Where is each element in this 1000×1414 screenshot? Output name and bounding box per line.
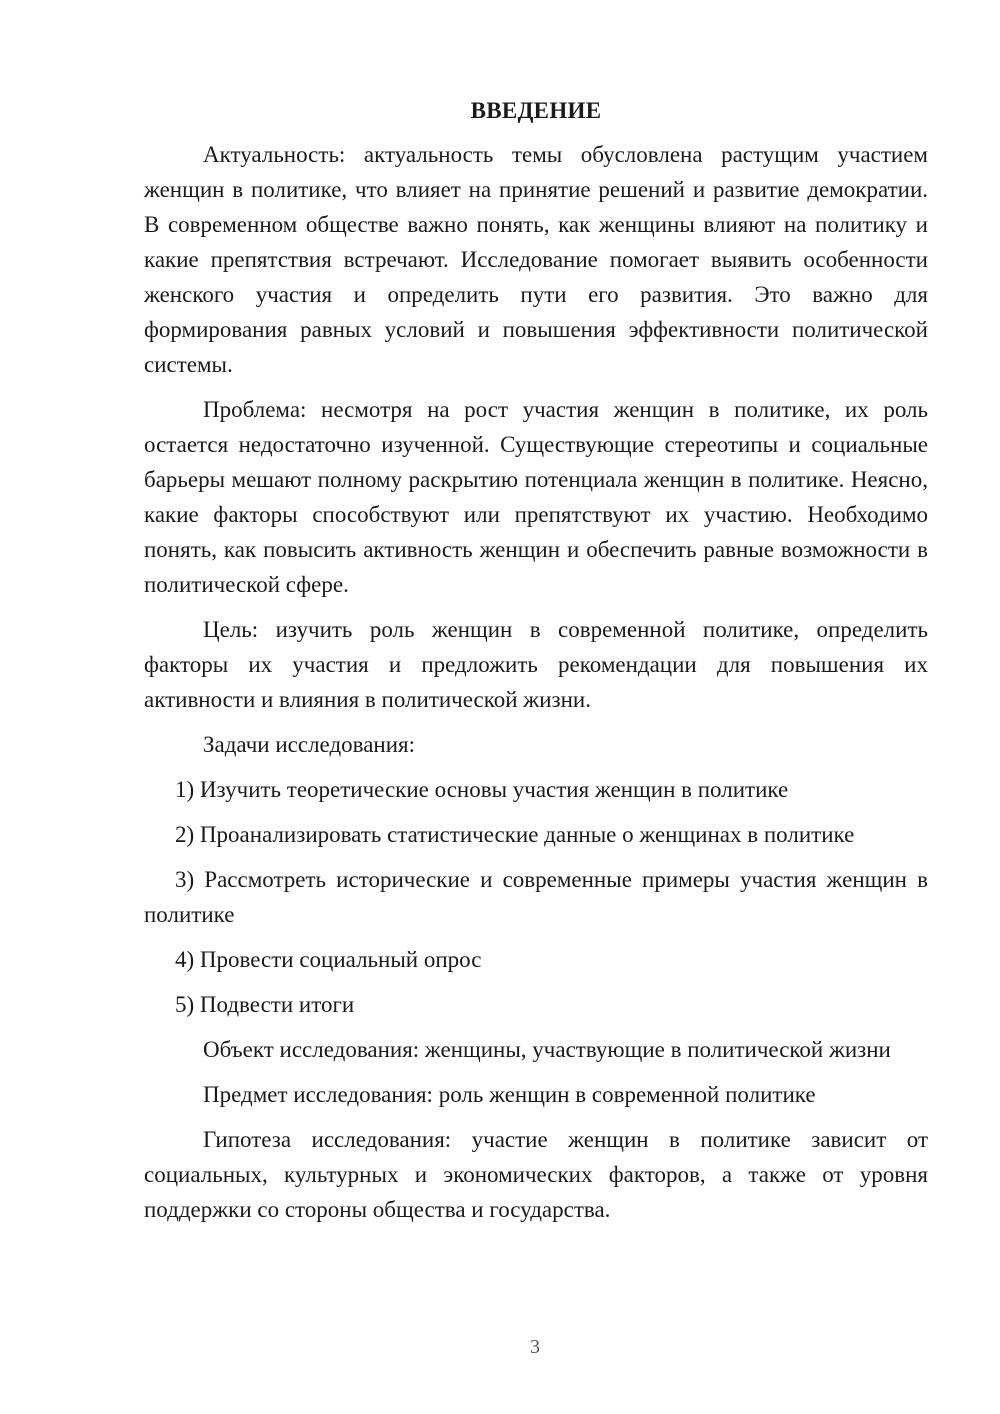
page-number: 3 (530, 1336, 540, 1358)
relevance-paragraph: Актуальность: актуальность темы обусловлена растущим участием женщин в политике, что влияет на принятие решений и развитие демократии. В современном обществе важно понять, как женщины влияют на политику и какие препятствия встречают. Исследование помогает выявить особенности женского участия и определить пути его развития. Это важно для формирования равных условий и повышения эффективности политической системы. (144, 142, 928, 377)
list-item: 5) Подвести итоги (175, 992, 355, 1017)
tasks-list (144, 772, 928, 1022)
tasks-heading: Задачи исследования: (203, 732, 416, 757)
goal-paragraph: Цель: изучить роль женщин в современной политике, определить факторы их участия и предложить рекомендации для повышения их активности и влияния в политической жизни. (144, 617, 928, 712)
list-item: 2) Проанализировать статистические данные о женщинах в политике (175, 822, 855, 847)
page-title: ВВЕДЕНИЕ (470, 98, 602, 123)
subject-paragraph: Предмет исследования: роль женщин в современной политике (203, 1082, 816, 1107)
list-item: 1) Изучить теоретические основы участия женщин в политике (175, 777, 789, 802)
object-paragraph: Объект исследования: женщины, участвующие в политической жизни (203, 1037, 891, 1062)
hypothesis-paragraph: Гипотеза исследования: участие женщин в политике зависит от социальных, культурных и экономических факторов, а также от уровня поддержки со стороны общества и государства. (144, 1127, 928, 1222)
page-content (144, 95, 928, 1237)
list-item: 3) Рассмотреть исторические и современные примеры участия женщин в политике (144, 867, 928, 927)
list-item: 4) Провести социальный опрос (175, 947, 482, 972)
problem-paragraph: Проблема: несмотря на рост участия женщин в политике, их роль остается недостаточно изученной. Существующие стереотипы и социальные барьеры мешают полному раскрытию потенциала женщин в политике. Неясно, какие факторы способствуют или препятствуют их участию. Необходимо понять, как повысить активность женщин и обеспечить равные возможности в политической сфере. (144, 397, 928, 597)
